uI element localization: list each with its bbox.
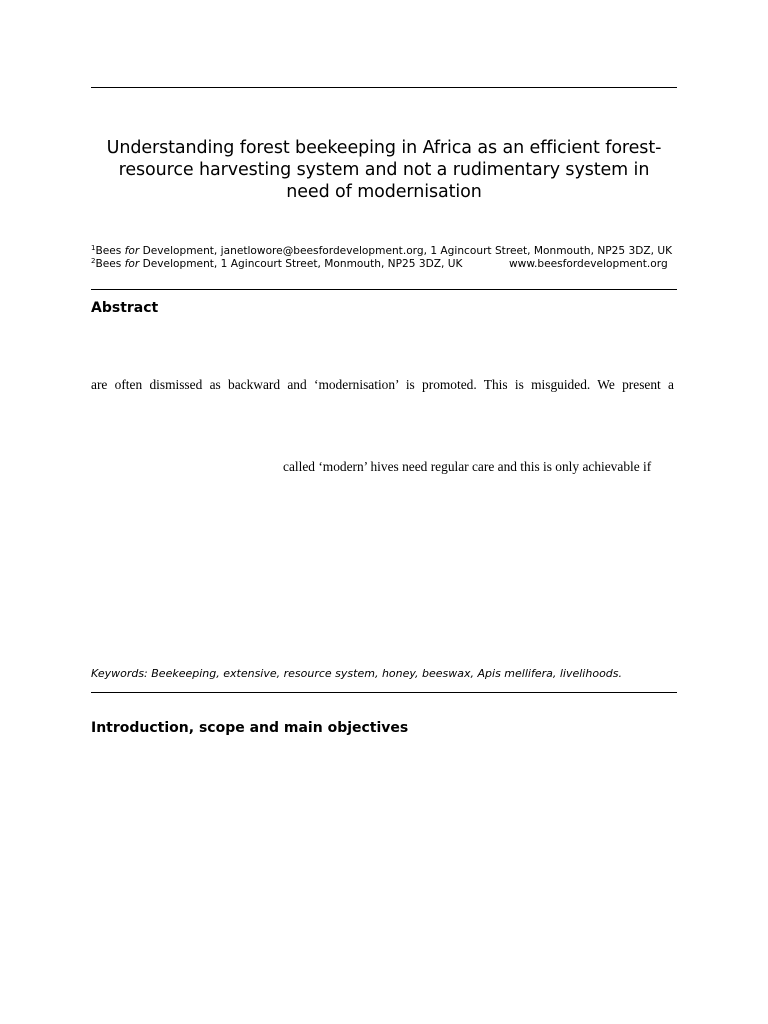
affiliation-rule	[91, 289, 677, 290]
introduction-heading: Introduction, scope and main objectives	[91, 720, 409, 736]
affiliation-1	[91, 245, 681, 258]
affiliation-2-bees: Bees	[95, 258, 125, 270]
affiliation-2	[91, 258, 681, 271]
title-line-3: need of modernisation	[286, 182, 482, 202]
abstract-text-line-2: called ‘modern’ hives need regular care and this is only achievable if	[283, 459, 652, 474]
affiliation-1-bees: Bees	[95, 245, 125, 257]
affiliation-1-text: Development, janetlowore@beesfordevelopment.org, 1 Agincourt Street, Monmouth, NP25 3DZ, UK	[139, 245, 673, 257]
keywords: Keywords: Beekeeping, extensive, resource system, honey, beeswax, Apis mellifera, livelihoods.	[91, 667, 623, 680]
affiliation-1-marker: 1	[91, 244, 96, 252]
keywords-rule	[91, 692, 677, 693]
paper-title	[91, 137, 677, 203]
top-rule	[91, 87, 677, 88]
affiliation-2-text: Development, 1 Agincourt Street, Monmouth, NP25 3DZ, UK	[139, 258, 463, 270]
affiliation-1-for: for	[124, 245, 140, 257]
abstract-text-line-1: are often dismissed as backward and ‘modernisation’ is promoted. This is misguided. We present a	[91, 377, 674, 392]
affiliation-2-marker: 2	[91, 257, 96, 265]
abstract-heading: Abstract	[91, 300, 159, 316]
title-line-1: Understanding forest beekeeping in Africa as an efficient forest-	[106, 138, 662, 158]
website-link[interactable]: www.beesfordevelopment.org	[509, 258, 668, 270]
affiliation-2-for: for	[124, 258, 140, 270]
title-line-2: resource harvesting system and not a rudimentary system in	[118, 160, 650, 180]
